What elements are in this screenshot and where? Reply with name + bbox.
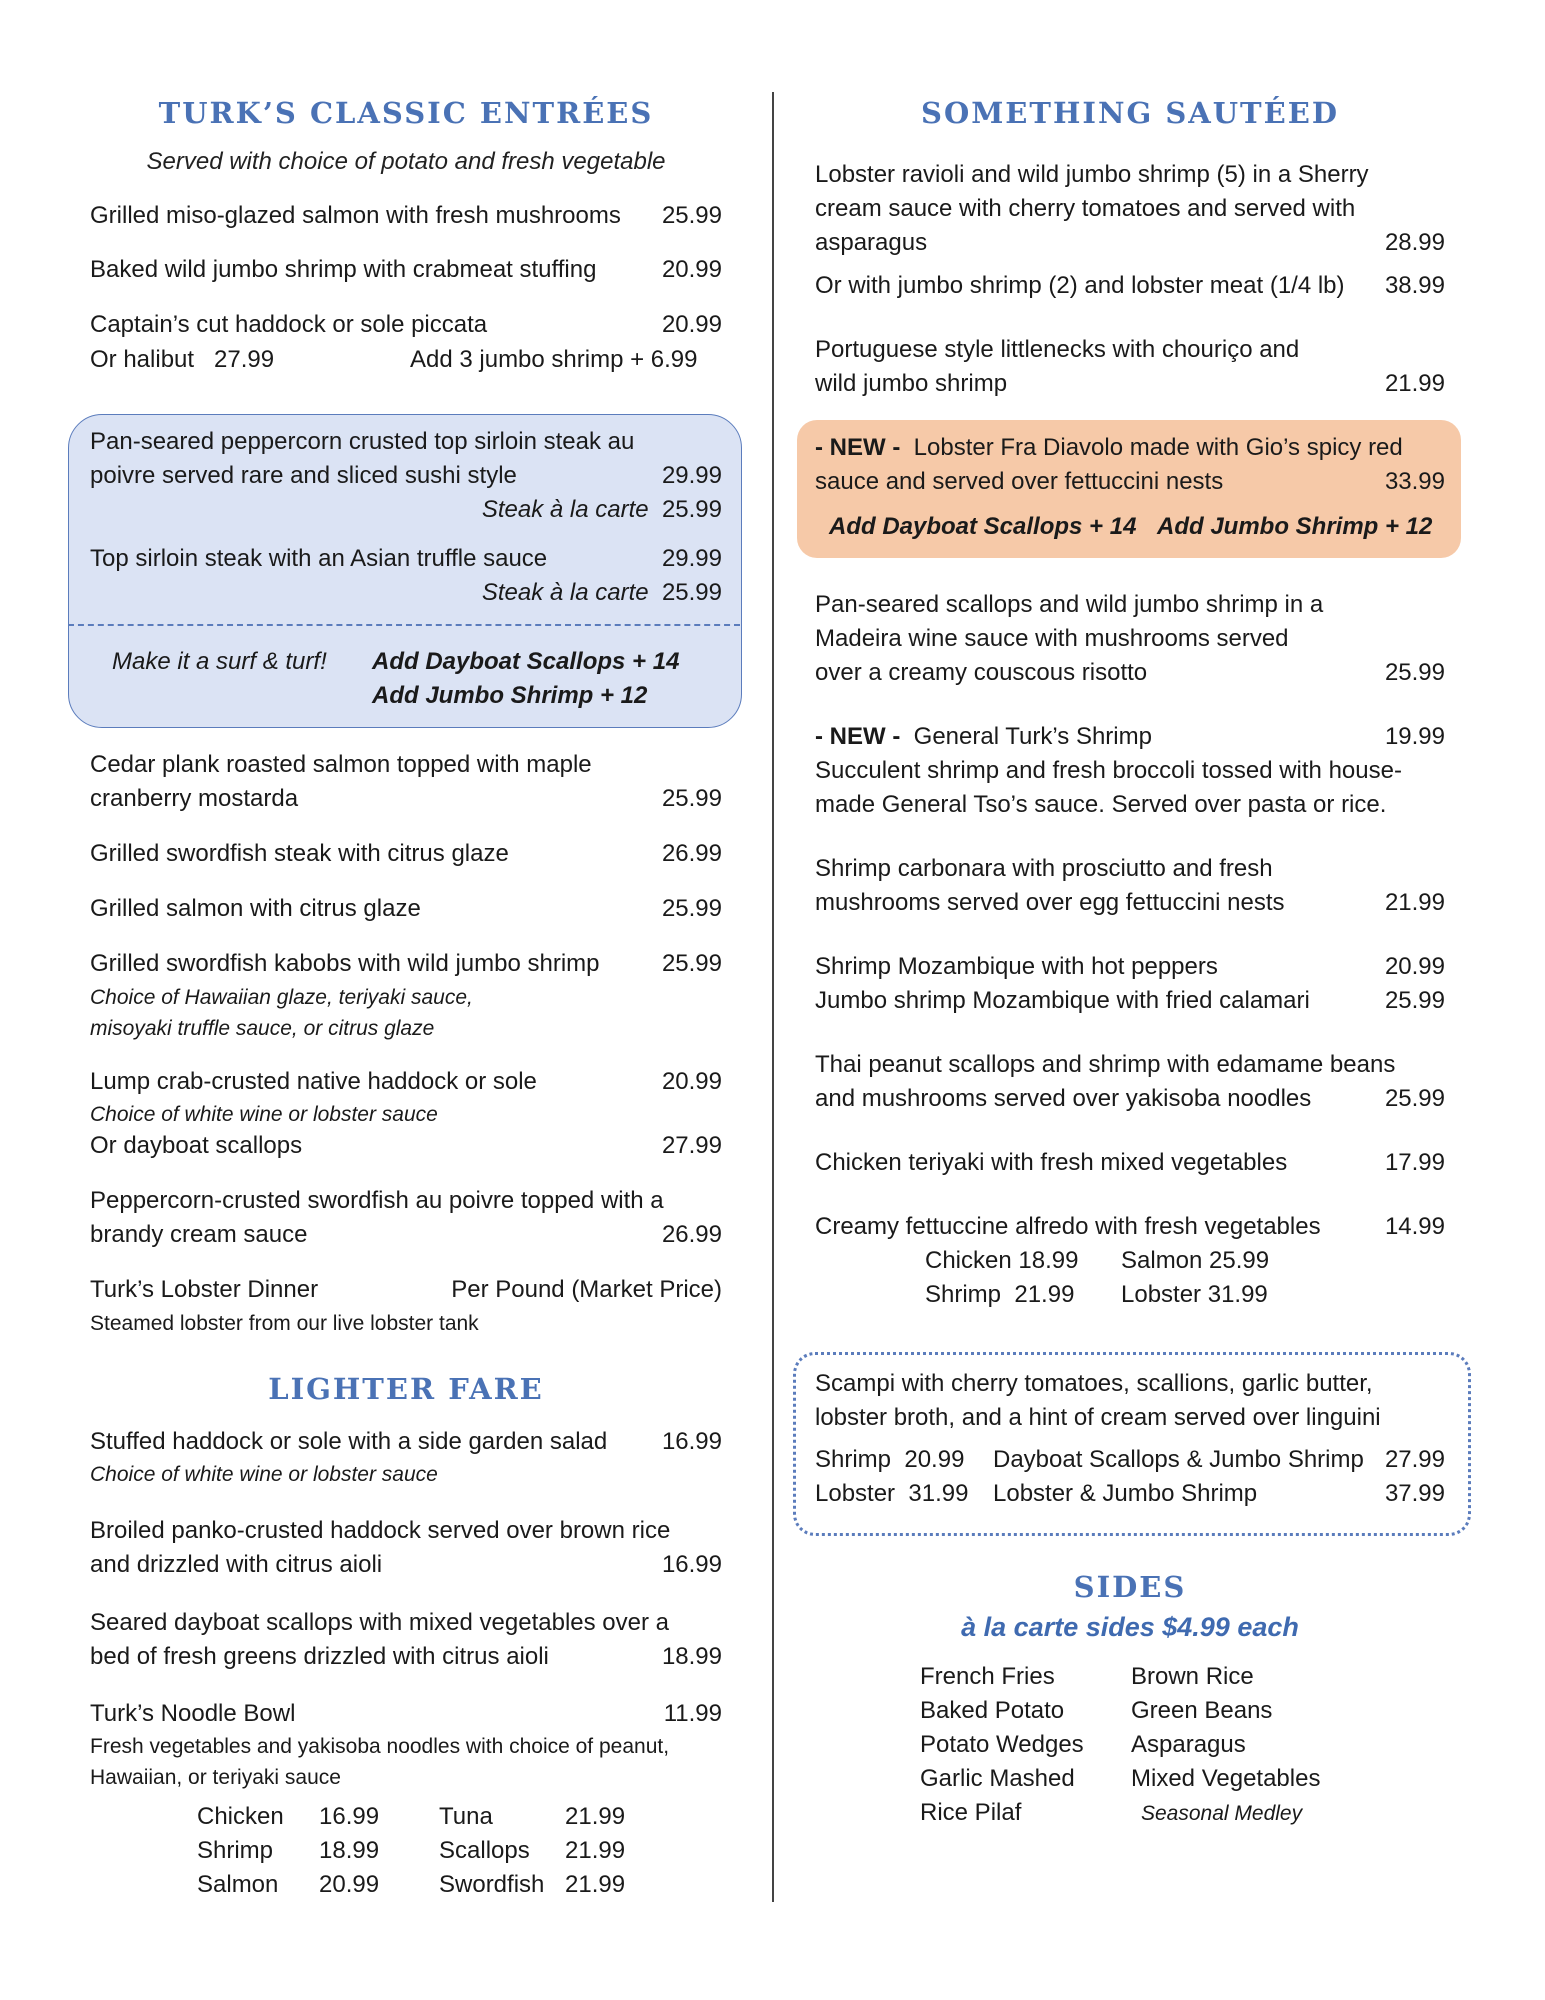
side-item: Brown Rice — [1131, 1663, 1254, 1690]
menu-item-carbonara: Shrimp carbonara with prosciutto and fresh — [815, 855, 1273, 882]
noodle-option-name: Salmon — [197, 1871, 279, 1898]
new-badge: - NEW - — [815, 434, 901, 461]
menu-item-carbonara-line2: mushrooms served over egg fettuccini nests 21.99 — [815, 889, 1445, 916]
menu-item-panko-haddock: Broiled panko-crusted haddock served over brown rice — [90, 1517, 671, 1544]
menu-item-madeira-line2: Madeira wine sauce with mushrooms served — [815, 625, 1289, 652]
lighter-fare-title: LIGHTER FARE — [268, 1372, 544, 1406]
menu-item-miso-salmon: Grilled miso-glazed salmon with fresh mushrooms 25.99 — [90, 202, 722, 229]
menu-item-fra-diavolo-line2: sauce and served over fettuccini nests 33.99 — [815, 468, 1445, 495]
classic-entrees-subtitle: Served with choice of potato and fresh vegetable — [146, 148, 666, 175]
side-item: Baked Potato — [920, 1697, 1065, 1724]
menu-item-citrus-salmon: Grilled salmon with citrus glaze 25.99 — [90, 895, 722, 922]
steak-box-divider — [68, 624, 740, 626]
menu-item-peppercorn-steak-line2: poivre served rare and sliced sushi style 29.99 — [90, 462, 722, 489]
side-item: Mixed Vegetables — [1131, 1765, 1321, 1792]
menu-item-truffle-steak: Top sirloin steak with an Asian truffle sauce 29.99 — [90, 545, 722, 572]
menu-item-pepper-swordfish: Peppercorn-crusted swordfish au poivre topped with a — [90, 1187, 664, 1214]
menu-item-dayboat: Or dayboat scallops 27.99 — [90, 1132, 722, 1159]
noodle-option-name: Swordfish — [439, 1871, 545, 1898]
noodle-option-price: 20.99 — [319, 1871, 380, 1898]
kabobs-note-2: misoyaki truffle sauce, or citrus glaze — [90, 1017, 435, 1040]
noodle-note-2: Hawaiian, or teriyaki sauce — [90, 1766, 341, 1789]
menu-item-swordfish-steak: Grilled swordfish steak with citrus glaze 26.99 — [90, 840, 722, 867]
side-item: Rice Pilaf — [920, 1799, 1022, 1826]
menu-item-littlenecks: Portuguese style littlenecks with chouriço and — [815, 336, 1300, 363]
steak-alacarte-1: Steak à la carte 25.99 — [481, 496, 722, 523]
menu-item-scampi-line2: lobster broth, and a hint of cream served over linguini — [815, 1404, 1381, 1431]
noodle-option-price: 21.99 — [565, 1837, 626, 1864]
menu-item-jumbo-mozambique: Jumbo shrimp Mozambique with fried calamari 25.99 — [815, 987, 1445, 1014]
steak-alacarte-2: Steak à la carte 25.99 — [481, 579, 722, 606]
sides-title: SIDES — [1073, 1570, 1187, 1604]
menu-item-madeira: Pan-seared scallops and wild jumbo shrimp in a — [815, 591, 1324, 618]
new-badge: - NEW - — [815, 723, 901, 750]
menu-item-lobster-ravioli-line2: cream sauce with cherry tomatoes and served with — [815, 195, 1356, 222]
menu-item-mozambique: Shrimp Mozambique with hot peppers 20.99 — [815, 953, 1445, 980]
noodle-option-name: Tuna — [439, 1803, 493, 1830]
menu-item-lobster-dinner: Turk’s Lobster Dinner Per Pound (Market Price) — [90, 1276, 722, 1303]
left-column: TURK’S CLASSIC ENTRÉES Served with choice of potato and fresh vegetable Grilled miso-glazed salmon with fresh mushrooms 25.99 Baked wild jumbo shrimp with crabmeat stuffing 20.99 Captain’s cut haddock or sole piccata 20.99 Or halibut 27.99 Add 3 jumbo shrimp + 6.99 Pan-seared peppercorn crusted top sirloin steak au poivre served rare and sliced sushi style 29.99 Steak à la carte 25.99 Top sirloin steak with an Asian truffle sauce 29.99 Steak à la carte 25.99 Make it a surf & turf! Add Dayboat Scallops + 14 Add Jumbo Shrimp + 12 Cedar plank roasted salmon topped with maple cranberry mostarda 25.99 Grilled swordfish steak with citrus glaze 26.99 Grilled salmon with citrus glaze 25.99 Grilled swordfish kabobs with wild jumbo shrimp 25.99 Choice of Hawaiian glaze, teriyaki sauce, misoyaki truffle sauce, or citrus glaze Lump crab-crusted native haddock or sole 20.99 Choice of white wine or lobster sauce Or dayboat scallops 27.99 Peppercorn-crusted swordfish au poivre topped with a brandy cream sauce 26.99 Turk’s Lobster Dinner Per Pound (Market Price) Steamed lobster from our live lobster tank LIGHTER FARE Stuffed haddock or sole with a side garden salad 16.99 Choice of white wine or lobster sauce Broiled panko-crusted haddock served over brown rice and drizzled with citrus aioli 16.99 Seared dayboat scallops with mixed vegetables over a bed of fresh greens drizzled with citrus aioli 18.99 Turk’s Noodle Bowl 11.99 Fresh vegetables and yakisoba noodles with choice of peanut, Hawaiian, or teriyaki sauce Chicken 16.99 Shrimp 18.99 Salmon 20.99 Tuna 21.99 Scallops 21.99 Swordfish 21.99 — [90, 0, 722, 2000]
alfredo-option: Salmon 25.99 — [1121, 1247, 1270, 1274]
menu-item-fra-diavolo: - NEW - Lobster Fra Diavolo made with Gio’s spicy red — [815, 434, 1403, 461]
menu-item-stuffed-haddock: Stuffed haddock or sole with a side garden salad 16.99 — [90, 1428, 722, 1455]
right-column: SOMETHING SAUTÉED Lobster ravioli and wild jumbo shrimp (5) in a Sherry cream sauce with cherry tomatoes and served with asparagus 28.99 Or with jumbo shrimp (2) and lobster meat (1/4 lb) 38.99 Portuguese style littlenecks with chouriço and wild jumbo shrimp 21.99 - NEW - Lobster Fra Diavolo made with Gio’s spicy red sauce and served over fettuccini nests 33.99 Add Dayboat Scallops + 14 Add Jumbo Shrimp + 12 Pan-seared scallops and wild jumbo shrimp in a Madeira wine sauce with mushrooms served over a creamy couscous risotto 25.99 - NEW - General Turk’s Shrimp 19.99 Succulent shrimp and fresh broccoli tossed with house- made General Tso’s sauce. Served over pasta or rice. Shrimp carbonara with prosciutto and fresh mushrooms served over egg fettuccini nests 21.99 Shrimp Mozambique with hot peppers 20.99 Jumbo shrimp Mozambique with fried calamari 25.99 Thai peanut scallops and shrimp with edamame beans and mushrooms served over yakisoba noodles 25.99 Chicken teriyaki with fresh mixed vegetables 17.99 Creamy fettuccine alfredo with fresh vegetables 14.99 Chicken 18.99 Salmon 25.99 Shrimp 21.99 Lobster 31.99 Scampi with cherry tomatoes, scallions, garlic butter, lobster broth, and a hint of cream served over linguini Shrimp 20.99 Dayboat Scallops & Jumbo Shrimp 27.99 Lobster 31.99 Lobster & Jumbo Shrimp 37.99 SIDES à la carte sides $4.99 each French Fries Baked Potato Potato Wedges Garlic Mashed Rice Pilaf Brown Rice Green Beans Asparagus Mixed Vegetables Seasonal Medley — [815, 0, 1445, 2000]
side-item: Green Beans — [1131, 1697, 1273, 1724]
crab-note: Choice of white wine or lobster sauce — [90, 1103, 438, 1126]
sides-subtitle: à la carte sides $4.99 each — [961, 1612, 1299, 1642]
menu-item-madeira-line3: over a creamy couscous risotto 25.99 — [815, 659, 1445, 686]
menu-item-peppercorn-steak: Pan-seared peppercorn crusted top sirloin steak au — [90, 428, 635, 455]
menu-item-scampi: Scampi with cherry tomatoes, scallions, garlic butter, — [815, 1370, 1373, 1397]
menu-item-seared-scallops: Seared dayboat scallops with mixed vegetables over a — [90, 1609, 669, 1636]
scampi-options-row2: Lobster 31.99 Lobster & Jumbo Shrimp 37.99 — [815, 1480, 1445, 1507]
menu-item-general-turks: - NEW - General Turk’s Shrimp 19.99 — [815, 723, 1445, 750]
side-item-note: Seasonal Medley — [1141, 1802, 1303, 1825]
menu-item-thai-peanut-line2: and mushrooms served over yakisoba noodles 25.99 — [815, 1085, 1445, 1112]
stuffed-note: Choice of white wine or lobster sauce — [90, 1463, 438, 1486]
menu-item-seared-scallops-line2: bed of fresh greens drizzled with citrus aioli 18.99 — [90, 1643, 722, 1670]
menu-item-cedar-salmon: Cedar plank roasted salmon topped with maple — [90, 751, 592, 778]
menu-item-littlenecks-line2: wild jumbo shrimp 21.99 — [815, 370, 1445, 397]
menu-item-piccata: Captain’s cut haddock or sole piccata 20.99 — [90, 311, 722, 338]
menu-item-cedar-salmon-line2: cranberry mostarda 25.99 — [90, 785, 722, 812]
sauteed-title: SOMETHING SAUTÉED — [921, 96, 1339, 130]
menu-item-lobster-ravioli: Lobster ravioli and wild jumbo shrimp (5) in a Sherry — [815, 161, 1369, 188]
menu-item-ravioli-alt: Or with jumbo shrimp (2) and lobster meat (1/4 lb) 38.99 — [815, 272, 1445, 299]
alfredo-option: Lobster 31.99 — [1121, 1281, 1268, 1308]
menu-item-chicken-teriyaki: Chicken teriyaki with fresh mixed vegetables 17.99 — [815, 1149, 1445, 1176]
noodle-note-1: Fresh vegetables and yakisoba noodles with choice of peanut, — [90, 1735, 670, 1758]
noodle-option-price: 21.99 — [565, 1871, 626, 1898]
menu-item-kabobs: Grilled swordfish kabobs with wild jumbo shrimp 25.99 — [90, 950, 722, 977]
side-item: Asparagus — [1131, 1731, 1246, 1758]
menu-item-pepper-swordfish-line2: brandy cream sauce 26.99 — [90, 1221, 722, 1248]
scampi-options-row1: Shrimp 20.99 Dayboat Scallops & Jumbo Shrimp 27.99 — [815, 1446, 1445, 1473]
noodle-option-name: Chicken — [197, 1803, 284, 1830]
alfredo-option: Chicken 18.99 — [925, 1247, 1079, 1274]
noodle-option-price: 21.99 — [565, 1803, 626, 1830]
menu-item-alfredo: Creamy fettuccine alfredo with fresh vegetables 14.99 — [815, 1213, 1445, 1240]
lobster-note: Steamed lobster from our live lobster tank — [90, 1312, 479, 1335]
menu-item-halibut: Or halibut 27.99 Add 3 jumbo shrimp + 6.99 — [90, 346, 698, 373]
noodle-option-price: 16.99 — [319, 1803, 380, 1830]
column-divider — [772, 92, 774, 1902]
side-item: French Fries — [920, 1663, 1055, 1690]
menu-item-baked-shrimp: Baked wild jumbo shrimp with crabmeat stuffing 20.99 — [90, 256, 722, 283]
alfredo-option: Shrimp 21.99 — [925, 1281, 1075, 1308]
classic-entrees-title: TURK’S CLASSIC ENTRÉES — [158, 96, 654, 130]
noodle-option-name: Scallops — [439, 1837, 530, 1864]
menu-item-lobster-ravioli-line3: asparagus 28.99 — [815, 229, 1445, 256]
menu-item-panko-haddock-line2: and drizzled with citrus aioli 16.99 — [90, 1551, 722, 1578]
noodle-option-name: Shrimp — [197, 1837, 274, 1864]
general-turks-desc-1: Succulent shrimp and fresh broccoli tossed with house- — [815, 757, 1402, 784]
side-item: Potato Wedges — [920, 1731, 1084, 1758]
kabobs-note-1: Choice of Hawaiian glaze, teriyaki sauce, — [90, 986, 473, 1009]
menu-item-thai-peanut: Thai peanut scallops and shrimp with edamame beans — [815, 1051, 1396, 1078]
general-turks-desc-2: made General Tso’s sauce. Served over pasta or rice. — [815, 791, 1387, 818]
side-item: Garlic Mashed — [920, 1765, 1075, 1792]
menu-item-crab-haddock: Lump crab-crusted native haddock or sole 20.99 — [90, 1068, 722, 1095]
menu-item-noodle-bowl: Turk’s Noodle Bowl 11.99 — [90, 1700, 722, 1727]
noodle-option-price: 18.99 — [319, 1837, 380, 1864]
